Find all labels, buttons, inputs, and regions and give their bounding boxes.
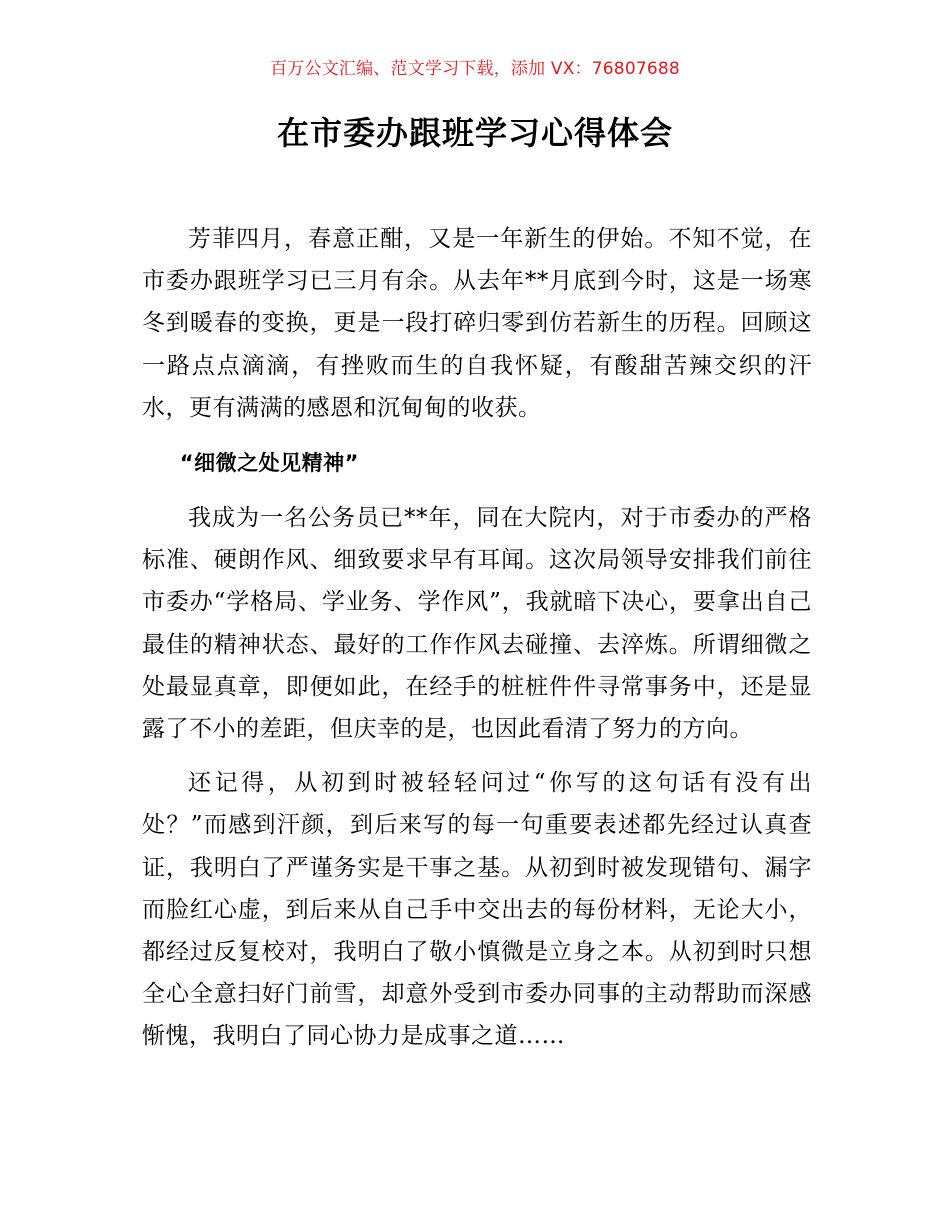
body-paragraph: 我成为一名公务员已**年，同在大院内，对于市委办的严格标准、硬朗作风、细致要求早有耳闻。这次局领导安排我们前往市委办“学格局、学业务、学作风”，我就暗下决心，要拿出自己最佳的精神状态、最好的工作作风去碰撞、去淬炼。所谓细微之处最显真章，即便如此，在经手的桩桩件件寻常事务中，还是显露了不小的差距，但庆幸的是，也因此看清了努力的方向。 [142,505,812,743]
body-paragraph: 还记得，从初到时被轻轻问过“你写的这句话有没有出处？”而感到汗颜，到后来写的每一句重要表述都先经过认真查证，我明白了严谨务实是干事之基。从初到时被发现错句、漏字而脸红心虚，到后来从自己手中交出去的每份材料，无论大小，都经过反复校对，我明白了敬小慎微是立身之本。从初到时只想全心全意扫好门前雪，却意外受到市委办同事的主动帮助而深感惭愧，我明白了同心协力是成事之道…… [142,770,812,1050]
watermark-banner: 百万公文汇编、范文学习下载，添加 VX：76807688 [270,59,680,79]
section-heading: “细微之处见精神” [179,451,359,476]
document-title: 在市委办跟班学习心得体会 [276,114,673,152]
document-body [142,218,812,1070]
intro-paragraph: 芳菲四月，春意正酣，又是一年新生的伊始。不知不觉，在市委办跟班学习已三月有余。从去年**月底到今时，这是一场寒冬到暖春的变换，更是一段打碎归零到仿若新生的历程。回顾这一路点点滴滴，有挫败而生的自我怀疑，有酸甜苦辣交织的汗水，更有满满的感恩和沉甸甸的收获。 [142,226,812,421]
